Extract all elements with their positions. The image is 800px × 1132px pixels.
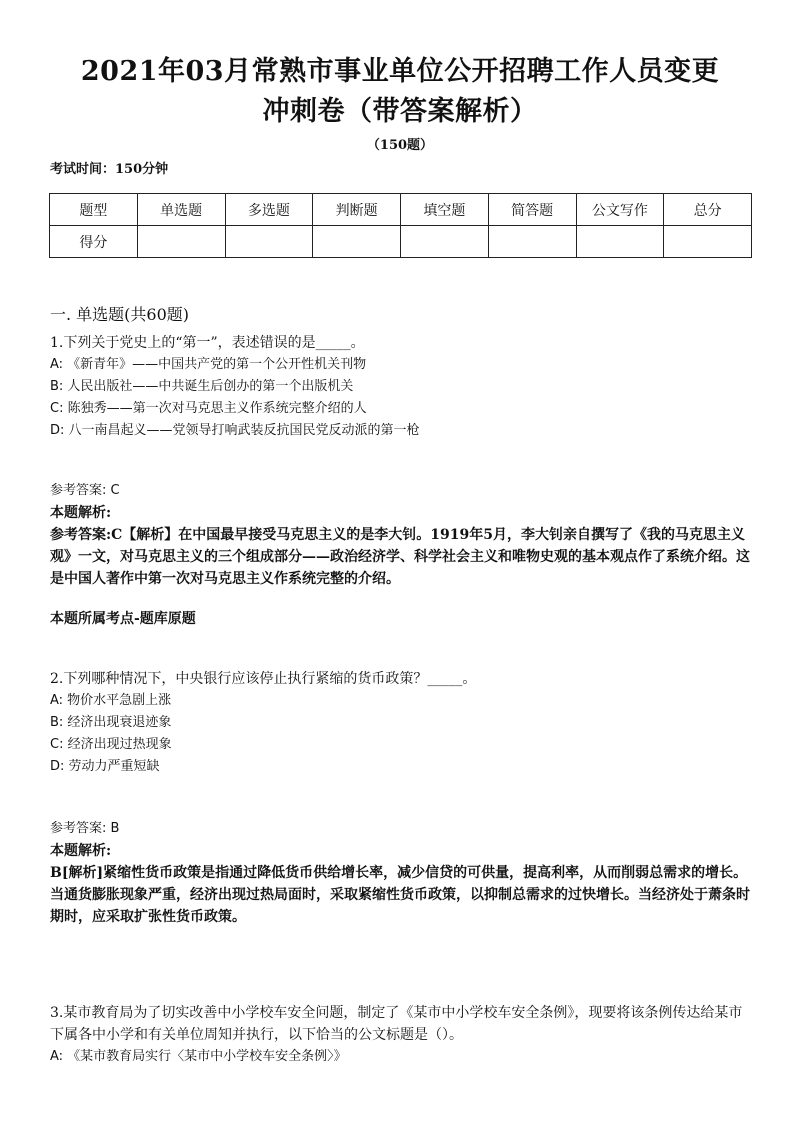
question-2 (50, 668, 755, 778)
question-stem: 2.下列哪种情况下，中央银行应该停止执行紧缩的货币政策？_____。 (50, 671, 477, 687)
score-cell (488, 226, 576, 258)
score-cell (664, 226, 752, 258)
score-table-header-row (50, 194, 752, 226)
score-row-label: 得分 (50, 226, 138, 258)
option-c: C: 经济出现过热现象 (50, 737, 172, 752)
score-table-score-row (50, 226, 752, 258)
question-1 (50, 332, 755, 442)
score-table-header-cell: 多选题 (225, 194, 313, 226)
score-table-header-cell: 简答题 (488, 194, 576, 226)
explanation-text: B[解析]紧缩性货币政策是指通过降低货币供给增长率，减少信贷的可供量，提高利率，从而削弱总需求的增长。当通货膨胀现象严重，经济出现过热局面时，采取紧缩性货币政策，以抑制总需求的过快增长。当经济处于萧条时期时，应采取扩张性货币政策。 (50, 865, 750, 925)
score-cell (401, 226, 489, 258)
question-stem: 3.某市教育局为了切实改善中小学校车安全问题，制定了《某市中小学校车安全条例》，现要将该条例传达给某市下属各中小学和有关单位周知并执行，以下恰当的公文标题是（）。 (50, 1005, 743, 1043)
document-title-line2: 冲刺卷（带答案解析） (262, 96, 538, 127)
exam-time: 考试时间：150分钟 (50, 162, 169, 177)
explanation-text: 参考答案:C【解析】在中国最早接受马克思主义的是李大钊。1919年5月，李大钊亲自撰写了《我的马克思主义观》一文，对马克思主义的三个组成部分——政治经济学、科学社会主义和唯物史观的基本观点作了系统介绍。这是中国人著作中第一次对马克思主义作系统完整的介绍。 (50, 527, 750, 587)
score-cell (576, 226, 664, 258)
score-table-header-cell: 填空题 (401, 194, 489, 226)
option-b: B: 人民出版社——中共诞生后创办的第一个出版机关 (50, 379, 354, 394)
score-table-header-cell: 判断题 (313, 194, 401, 226)
option-d: D: 劳动力严重短缺 (50, 759, 160, 774)
score-table-header-cell: 总分 (664, 194, 752, 226)
option-c: C: 陈独秀——第一次对马克思主义作系统完整介绍的人 (50, 401, 367, 416)
explanation-label: 本题解析: (50, 843, 112, 859)
answer-1 (50, 480, 755, 590)
explanation-label: 本题解析: (50, 505, 112, 521)
answer-2 (50, 818, 755, 928)
option-a: A: 物价水平急剧上涨 (50, 693, 172, 708)
option-a: A: 《某市教育局实行〈某市中小学校车安全条例〉》 (50, 1049, 347, 1064)
score-table-header-cell: 题型 (50, 194, 138, 226)
score-table-header-cell: 单选题 (137, 194, 225, 226)
source-1 (50, 608, 755, 630)
option-b: B: 经济出现衰退迹象 (50, 715, 172, 730)
score-table-header-cell: 公文写作 (576, 194, 664, 226)
answer-line: 参考答案: C (50, 483, 120, 498)
score-cell (225, 226, 313, 258)
option-d: D: 八一南昌起义——党领导打响武装反抗国民党反动派的第一枪 (50, 423, 420, 438)
question-source: 本题所属考点-题库原题 (50, 611, 196, 627)
score-cell (313, 226, 401, 258)
score-table (49, 193, 752, 258)
answer-line: 参考答案: B (50, 821, 120, 836)
question-count: （150题） (366, 138, 434, 153)
section-heading: 一. 单选题(共60题) (50, 305, 190, 324)
document-title-line1: 2021年03月常熟市事业单位公开招聘工作人员变更 (80, 56, 720, 87)
question-stem: 1.下列关于党史上的“第一”，表述错误的是_____。 (50, 335, 365, 351)
score-cell (137, 226, 225, 258)
option-a: A: 《新青年》——中国共产党的第一个公开性机关刊物 (50, 357, 367, 372)
question-3 (50, 1002, 755, 1068)
